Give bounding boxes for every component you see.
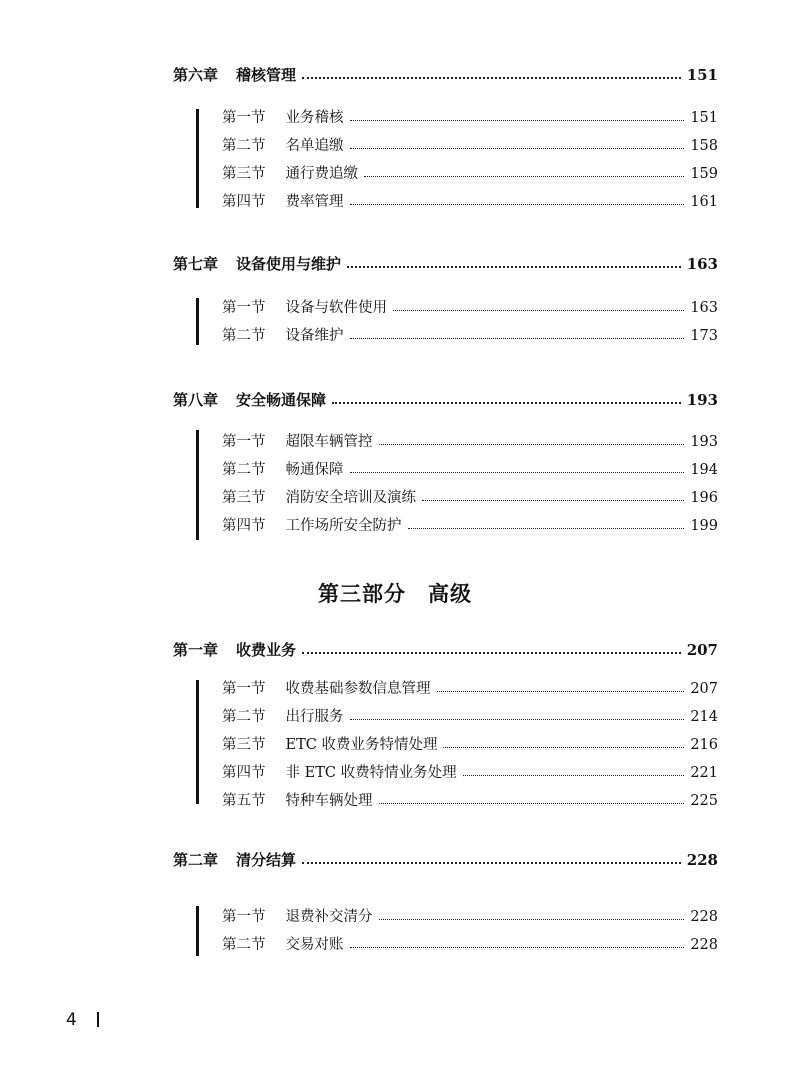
section-number: 第四节 [222, 765, 266, 781]
section-title: 消防安全培训及演练 [285, 490, 416, 506]
dot-leader [350, 120, 685, 121]
chapter-number: 第一章 [173, 641, 219, 659]
toc-chapter [173, 68, 718, 83]
chapter-title: 收费业务 [236, 641, 297, 659]
toc-section [222, 329, 718, 344]
toc-chapter [173, 257, 718, 272]
chapter-title: 稽核管理 [236, 66, 297, 84]
dot-leader [350, 204, 685, 205]
section-page: 151 [690, 110, 718, 126]
section-number: 第四节 [222, 518, 266, 534]
section-group-bar [196, 906, 199, 956]
chapter-page: 151 [686, 66, 718, 84]
toc-section [222, 710, 718, 725]
part-label: 第三部分 [318, 582, 406, 606]
toc-section [222, 766, 718, 781]
section-title: ETC 收费业务特情处理 [285, 737, 438, 753]
chapter-number: 第二章 [173, 851, 219, 869]
dot-leader [393, 310, 684, 311]
dot-leader [463, 775, 685, 776]
chapter-page: 163 [686, 255, 718, 273]
section-page: 228 [690, 937, 718, 953]
section-page: 207 [690, 681, 718, 697]
section-title: 退费补交清分 [285, 909, 373, 925]
dot-leader [350, 338, 685, 339]
section-page: 173 [690, 328, 718, 344]
chapter-page: 207 [686, 641, 718, 659]
section-page: 158 [690, 138, 718, 154]
section-number: 第一节 [222, 434, 266, 450]
section-number: 第一节 [222, 110, 266, 126]
toc-section [222, 910, 718, 925]
chapter-number: 第八章 [173, 391, 219, 409]
section-page: 161 [690, 194, 718, 210]
dot-leader [302, 77, 681, 79]
dot-leader [302, 652, 681, 654]
section-title: 收费基础参数信息管理 [285, 681, 431, 697]
toc-section [222, 167, 718, 182]
section-number: 第一节 [222, 681, 266, 697]
toc-section [222, 938, 718, 953]
section-number: 第一节 [222, 909, 266, 925]
section-number: 第四节 [222, 194, 266, 210]
section-page: 216 [690, 737, 718, 753]
dot-leader [408, 528, 685, 529]
dot-leader [350, 472, 685, 473]
section-number: 第三节 [222, 490, 266, 506]
toc-chapter [173, 853, 718, 868]
toc-section [222, 111, 718, 126]
section-page: 163 [690, 300, 718, 316]
chapter-page: 228 [686, 851, 718, 869]
section-group-bar [196, 680, 199, 804]
section-number: 第二节 [222, 937, 266, 953]
toc-section [222, 139, 718, 154]
dot-leader [364, 176, 684, 177]
section-title: 费率管理 [285, 194, 344, 210]
dot-leader [379, 919, 685, 920]
dot-leader [350, 719, 685, 720]
dot-leader [437, 691, 685, 692]
dot-leader [379, 803, 685, 804]
section-page: 194 [690, 462, 718, 478]
section-number: 第三节 [222, 737, 266, 753]
section-number: 第二节 [222, 328, 266, 344]
section-number: 第三节 [222, 166, 266, 182]
dot-leader [443, 747, 684, 748]
section-title: 工作场所安全防护 [285, 518, 402, 534]
section-page: 214 [690, 709, 718, 725]
chapter-title: 设备使用与维护 [236, 255, 342, 273]
toc-section [222, 301, 718, 316]
section-page: 221 [690, 765, 718, 781]
section-page: 228 [690, 909, 718, 925]
part-heading [0, 578, 790, 608]
section-title: 非 ETC 收费特情业务处理 [285, 765, 457, 781]
section-number: 第一节 [222, 300, 266, 316]
section-number: 第二节 [222, 462, 266, 478]
toc-chapter [173, 643, 718, 658]
toc-section [222, 195, 718, 210]
section-title: 特种车辆处理 [285, 793, 373, 809]
section-title: 交易对账 [285, 937, 344, 953]
dot-leader [302, 862, 681, 864]
toc-section [222, 794, 718, 809]
toc-section [222, 435, 718, 450]
dot-leader [350, 947, 685, 948]
section-page: 196 [690, 490, 718, 506]
section-number: 第二节 [222, 138, 266, 154]
section-title: 通行费追缴 [285, 166, 358, 182]
folio-divider [97, 1012, 99, 1027]
section-title: 超限车辆管控 [285, 434, 373, 450]
section-page: 225 [690, 793, 718, 809]
section-page: 199 [690, 518, 718, 534]
section-number: 第二节 [222, 709, 266, 725]
page-number: 4 [66, 1010, 77, 1030]
section-title: 名单追缴 [285, 138, 344, 154]
section-title: 出行服务 [285, 709, 344, 725]
section-title: 设备维护 [285, 328, 344, 344]
dot-leader [332, 402, 681, 404]
part-level: 高级 [428, 582, 472, 606]
section-page: 159 [690, 166, 718, 182]
section-title: 设备与软件使用 [285, 300, 387, 316]
section-title: 业务稽核 [285, 110, 344, 126]
chapter-title: 安全畅通保障 [236, 391, 327, 409]
section-group-bar [196, 109, 199, 208]
chapter-title: 清分结算 [236, 851, 297, 869]
chapter-number: 第六章 [173, 66, 219, 84]
toc-section [222, 491, 718, 506]
section-group-bar [196, 298, 199, 345]
toc-section [222, 463, 718, 478]
toc-section [222, 519, 718, 534]
dot-leader [379, 444, 685, 445]
chapter-number: 第七章 [173, 255, 219, 273]
dot-leader [347, 266, 681, 268]
chapter-page: 193 [686, 391, 718, 409]
toc-section [222, 738, 718, 753]
section-title: 畅通保障 [285, 462, 344, 478]
toc-chapter [173, 393, 718, 408]
section-page: 193 [690, 434, 718, 450]
section-number: 第五节 [222, 793, 266, 809]
toc-section [222, 682, 718, 697]
dot-leader [422, 500, 684, 501]
section-group-bar [196, 430, 199, 540]
dot-leader [350, 148, 685, 149]
